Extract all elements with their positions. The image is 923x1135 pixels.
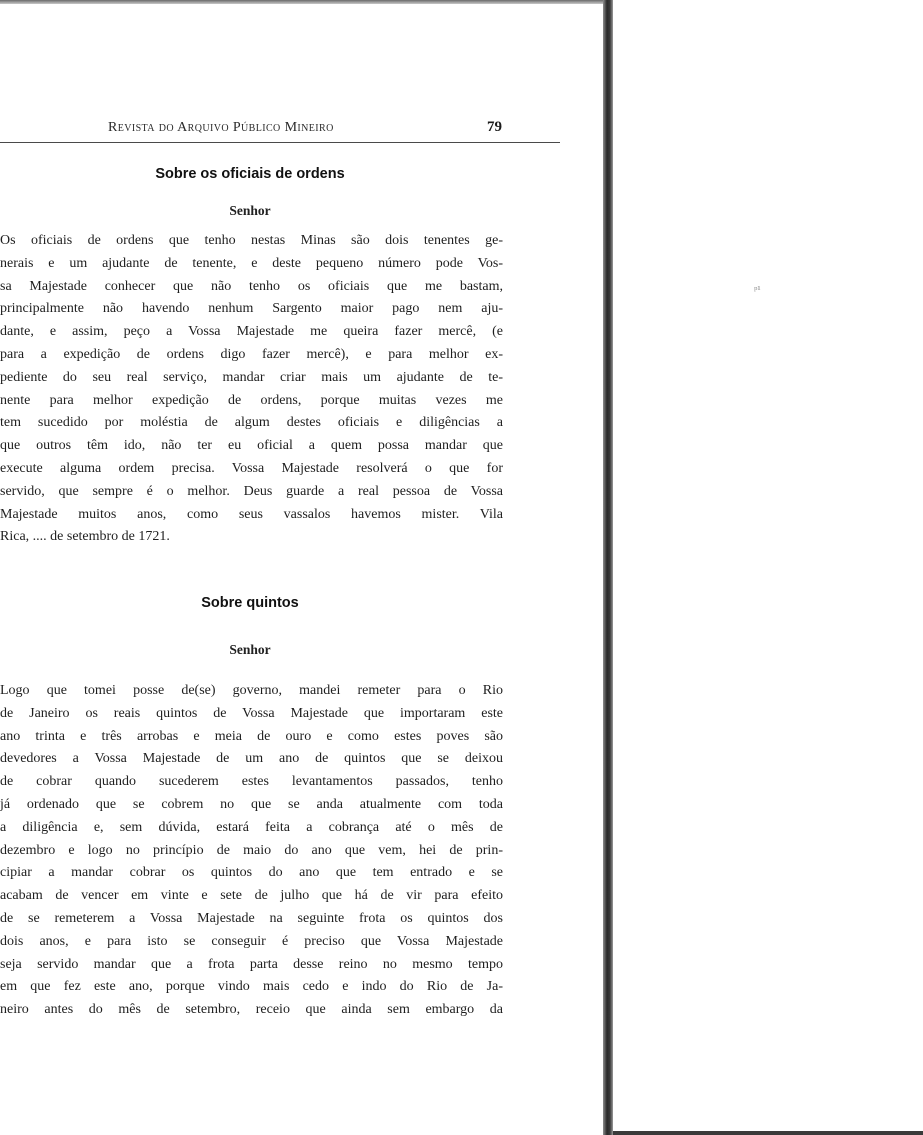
text-line: em que fez este ano, porque vindo mais cedo e indo do Rio de Ja- [0, 979, 503, 995]
text-line: Majestade muitos anos, como seus vassalos havemos mister. Vila [0, 506, 503, 522]
text-line: dezembro e logo no princípio de maio do ano que vem, hei de prin- [0, 842, 503, 858]
text-line: sa Majestade conhecer que não tenho os oficiais que me bastam, [0, 278, 503, 294]
text-line: que outros têm ido, não ter eu oficial a quem possa mandar que [0, 438, 503, 454]
text-line: servido, que sempre é o melhor. Deus guarde a real pessoa de Vossa [0, 483, 503, 499]
text-line: Rica, .... de setembro de 1721. [0, 529, 170, 545]
book-gutter [603, 0, 613, 1135]
text-line: de cobrar quando sucederem estes levantamentos passados, tenho [0, 774, 503, 790]
page-bottom-edge [613, 1131, 923, 1135]
running-header [0, 120, 610, 150]
journal-title: Revista do Arquivo Público Mineiro [108, 120, 334, 135]
section-title-oficiais: Sobre os oficiais de ordens [155, 166, 345, 182]
text-line: já ordenado que se cobrem no que se anda atualmente com toda [0, 796, 503, 812]
text-line: cipiar a mandar cobrar os quintos do ano que tem entrado e se [0, 865, 503, 881]
header-rule [0, 142, 560, 143]
text-line: nente para melhor expedição de ordens, porque muitas vezes me [0, 392, 503, 408]
right-page [613, 0, 923, 1135]
text-line: acabam de vencer em vinte e sete de julho que há de vir para efeito [0, 888, 503, 904]
text-line: Logo que tomei posse de(se) governo, mandei remeter para o Rio [0, 683, 503, 698]
text-line: neiro antes do mês de setembro, receio que ainda sem embargo da [0, 1002, 503, 1018]
text-line: execute alguma ordem precisa. Vossa Majestade resolverá o que for [0, 460, 503, 476]
text-line: principalmente não havendo nenhum Sargento maior pago nem aju- [0, 301, 503, 317]
section1-body [0, 230, 503, 549]
text-line: ano trinta e três arrobas e meia de ouro e como estes poves são [0, 728, 503, 744]
text-line: de Janeiro os reais quintos de Vossa Majestade que importaram este [0, 705, 503, 721]
text-line: de se remeterem a Vossa Majestade na seguinte frota os quintos dos [0, 910, 503, 926]
text-line: para a expedição de ordens digo fazer mercê), e para melhor ex- [0, 346, 503, 362]
text-line: pediente do seu real serviço, mandar criar mais um ajudante de te- [0, 369, 503, 385]
text-line: devedores a Vossa Majestade de um ano de quintos que se deixou [0, 751, 503, 767]
text-line: dante, e assim, peço a Vossa Majestade me queira fazer mercê, (e [0, 324, 503, 340]
section2-body [0, 680, 503, 1022]
text-line: a diligência e, sem dúvida, estará feita a cobrança até o mês de [0, 819, 503, 835]
salutation-section1: Senhor [229, 203, 271, 218]
section-title-quintos: Sobre quintos [201, 595, 299, 611]
text-line: tem sucedido por moléstia de algum destes oficiais e diligências a [0, 415, 503, 431]
salutation-section2: Senhor [229, 642, 271, 657]
text-line: seja servido mandar que a frota parta desse reino no mesmo tempo [0, 956, 503, 972]
text-line: Os oficiais de ordens que tenho nestas Minas são dois tenentes ge- [0, 233, 503, 248]
text-line: dois anos, e para isto se conseguir é preciso que Vossa Majestade [0, 933, 503, 949]
text-line: nerais e um ajudante de tenente, e deste pequeno número pode Vos- [0, 255, 503, 271]
scan-speck: ᵖ¹ [754, 284, 761, 296]
page-number: 79 [487, 119, 502, 135]
